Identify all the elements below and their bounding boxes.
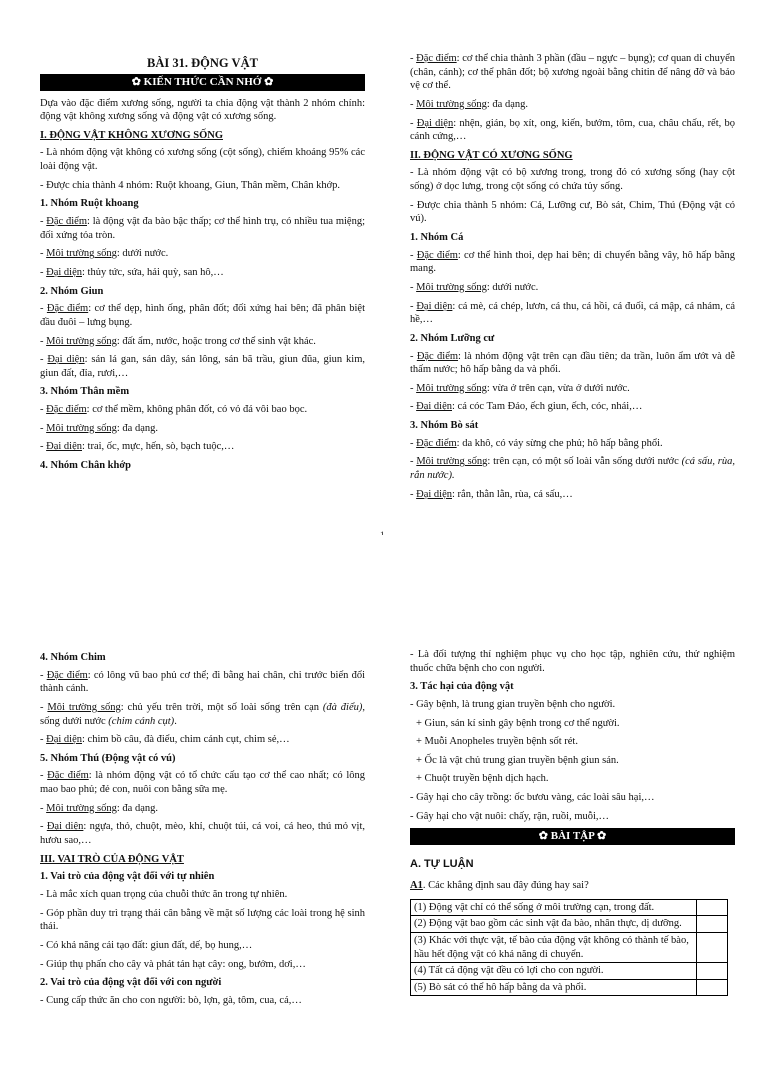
paragraph: - Đại diện: rắn, thằn lằn, rùa, cá sấu,… <box>410 488 573 500</box>
text: : thủy tức, sứa, hải quỳ, san hô,… <box>82 266 224 278</box>
paragraph: - Đại diện: thủy tức, sứa, hải quỳ, san hô,… <box>40 266 224 278</box>
statement-row <box>411 963 728 980</box>
section-bar-kien-thuc: ✿ KIẾN THỨC CẦN NHỚ ✿ <box>40 74 365 90</box>
paragraph: - Môi trường sống: chủ yếu trên trời, một số loài sống trên cạn (đà điểu), sống dưới nước (chim cánh cụt). <box>40 701 366 727</box>
text: : có lông vũ bao phủ cơ thể; đi bằng hai chân, chi trước biến đổi thành cánh. <box>40 669 365 695</box>
paragraph: - Môi trường sống: đa dạng. <box>410 98 528 110</box>
text: : trên cạn, có một số loài vẫn sống dưới nước <box>487 456 682 468</box>
subheading-role-humans: 2. Vai trò của động vật đối với con người <box>40 977 222 989</box>
group-title-giun: 2. Nhóm Giun <box>40 285 104 297</box>
text: : là nhóm động vật trên cạn đầu tiên; da trần, luôn ẩm ướt và dễ thấm nước; hô hấp bằng da và phổi. <box>410 350 735 376</box>
text: : đa dạng. <box>486 98 528 110</box>
text: : dưới nước. <box>116 248 169 260</box>
page-1-left-column <box>40 55 365 477</box>
text: : rắn, thằn lằn, rùa, cá sấu,… <box>452 488 573 500</box>
label: Đặc điểm <box>416 437 457 449</box>
paragraph: - Môi trường sống: đất ẩm, nước, hoặc trong cơ thể sinh vật khác. <box>40 335 316 347</box>
text: : cá cóc Tam Đảo, ếch giun, ếch, cóc, nhái,… <box>452 401 643 413</box>
paragraph: - Là mắc xích quan trọng của chuỗi thức ăn trong tự nhiên. <box>40 888 288 900</box>
label: Môi trường sống <box>416 281 487 293</box>
bullet-item: + Ốc là vật chủ trung gian truyền bệnh giun sán. <box>416 754 619 766</box>
label: Đại diện <box>47 354 85 366</box>
label: Đại diện <box>416 488 452 500</box>
paragraph: - Đặc điểm: cơ thể mềm, không phân đốt, có vỏ đá vôi bao bọc. <box>40 404 308 416</box>
paragraph: - Là nhóm động vật có bộ xương trong, trong đó có xương sống (hay cột sống) ở dọc lưng, trong cột sống có chứa tủy sống. <box>410 167 735 193</box>
group-title-luong-cu: 2. Nhóm Lưỡng cư <box>410 332 495 344</box>
page-2-left-column <box>40 648 365 1012</box>
text: : nhện, gián, bọ xít, ong, kiến, bướm, tôm, cua, châu chấu, rết, bọ cánh cứng,… <box>410 117 735 143</box>
text: . <box>174 715 177 727</box>
text: : là động vật đa bào bậc thấp; cơ thể hình trụ, có nhiều tua miệng; đối xứng tỏa tròn. <box>40 216 365 241</box>
label: Môi trường sống <box>416 98 487 110</box>
statement-row <box>411 979 728 996</box>
text: : chủ yếu trên trời, một số loài sống trên cạn <box>120 701 323 713</box>
label: Môi trường sống <box>46 422 117 434</box>
paragraph: - Được chia thành 5 nhóm: Cá, Lưỡng cư, Bò sát, Chim, Thú (Động vật có vú). <box>410 199 735 225</box>
label: Đặc điểm <box>46 404 87 416</box>
paragraph: - Môi trường sống: dưới nước. <box>410 281 539 293</box>
group-title-ruot-khoang: 1. Nhóm Ruột khoang <box>40 198 139 210</box>
text: : đa dạng. <box>116 802 158 814</box>
label: Môi trường sống <box>47 701 121 713</box>
bullet-item: + Chuột truyền bệnh dịch hạch. <box>416 773 549 785</box>
label: Môi trường sống <box>46 802 117 814</box>
group-title-chan-khop: 4. Nhóm Chân khớp <box>40 460 132 471</box>
paragraph: - Đại diện: nhện, gián, bọ xít, ong, kiến, bướm, tôm, cua, châu chấu, rết, bọ cánh cứng,… <box>410 117 735 143</box>
paragraph: - Đặc điểm: cơ thể dẹp, hình ống, phân đốt; đối xứng hai bên; đã phân biệt đầu đuôi – lưng bụng. <box>40 303 366 328</box>
paragraph: - Đặc điểm: da khô, có vảy sừng che phủ; hô hấp bằng phổi. <box>410 437 663 449</box>
text: : cơ thể dẹp, hình ống, phân đốt; đối xứng hai bên; đã phân biệt đầu đuôi – lưng bụng. <box>40 303 366 328</box>
question-text: . Các khẳng định sau đây đúng hay sai? <box>422 880 589 891</box>
answer-cell[interactable] <box>697 916 728 933</box>
text: : đất ẩm, nước, hoặc trong cơ thể sinh vật khác. <box>116 335 316 347</box>
text-italic: (cá sấu, rùa, rắn nước). <box>410 456 736 482</box>
text: : da khô, có vảy sừng che phủ; hô hấp bằng phổi. <box>456 437 663 449</box>
paragraph: - Đặc điểm: là nhóm động vật trên cạn đầu tiên; da trần, luôn ẩm ướt và dễ thấm nước; hô hấp bằng da và phổi. <box>410 350 735 376</box>
answer-cell[interactable] <box>697 932 728 962</box>
statement-text: (2) Động vật bao gồm các sinh vật đa bào, nhân thực, dị dưỡng. <box>411 916 697 933</box>
answer-cell[interactable] <box>697 899 728 916</box>
label: Đại diện <box>416 401 452 413</box>
label: Đại diện <box>46 441 82 453</box>
paragraph: - Môi trường sống: vừa ở trên cạn, vừa ở dưới nước. <box>410 382 630 394</box>
paragraph: - Gây hại cho cây trồng: ốc bươu vàng, các loài sâu hại,… <box>410 792 655 804</box>
part-a-heading: A. TỰ LUẬN <box>410 857 474 870</box>
paragraph: - Gây bệnh, là trung gian truyền bệnh cho người. <box>410 698 616 710</box>
true-false-table <box>410 899 728 997</box>
label: Môi trường sống <box>46 248 117 260</box>
bullet-item: + Muỗi Anopheles truyền bệnh sốt rét. <box>416 736 578 748</box>
paragraph: - Đại diện: chim bồ câu, đà điểu, chim cánh cụt, chim sẻ,… <box>40 734 290 746</box>
text-italic: (chim cánh cụt) <box>108 715 175 727</box>
paragraph: - Môi trường sống: dưới nước. <box>40 248 169 260</box>
text: : trai, ốc, mực, hến, sò, bạch tuộc,… <box>82 441 235 453</box>
paragraph: - Gây hại cho vật nuôi: chấy, rận, ruồi, muỗi,… <box>410 810 610 822</box>
answer-cell[interactable] <box>697 979 728 996</box>
bullet-item: + Giun, sán kí sinh gây bệnh trong cơ thể người. <box>416 717 620 729</box>
paragraph: - Được chia thành 4 nhóm: Ruột khoang, Giun, Thân mềm, Chân khớp. <box>40 179 341 191</box>
group-title-chim: 4. Nhóm Chim <box>40 652 106 663</box>
text: , sống dưới nước <box>40 701 366 727</box>
section-bar-bai-tap: ✿ BÀI TẬP ✿ <box>410 828 735 844</box>
paragraph: - Đặc điểm: là nhóm động vật có tổ chức cấu tạo cơ thể cao nhất; có lông mao bao phủ; đẻ con, nuôi con bằng sữa mẹ. <box>40 770 365 796</box>
label: Đặc điểm <box>47 770 89 782</box>
label: Môi trường sống <box>416 456 488 468</box>
label: Đặc điểm <box>46 216 87 228</box>
paragraph: - Đặc điểm: cơ thể chia thành 3 phần (đầu – ngực – bụng); cơ quan di chuyển (chân, cánh); cơ thể phân đốt; bộ xương ngoài bằng chitin để nâng đỡ và bảo vệ cơ thể. <box>410 53 735 92</box>
label: Đại diện <box>46 821 84 833</box>
section-heading-vertebrates: II. ĐỘNG VẬT CÓ XƯƠNG SỐNG <box>410 149 573 161</box>
paragraph: - Có khả năng cải tạo đất: giun đất, dế, bọ hung,… <box>40 939 253 951</box>
group-title-thu: 5. Nhóm Thú (Động vật có vú) <box>40 752 176 764</box>
intro-paragraph: Dựa vào đặc điểm xương sống, người ta chia động vật thành 2 nhóm chính: động vật không xương sống và động vật có xương sống. <box>40 97 365 123</box>
statement-row <box>411 899 728 916</box>
label: Đặc điểm <box>416 53 457 64</box>
paragraph: - Đặc điểm: là động vật đa bào bậc thấp; cơ thể hình trụ, có nhiều tua miệng; đối xứng tỏa tròn. <box>40 216 365 241</box>
paragraph: - Môi trường sống: đa dạng. <box>40 802 158 814</box>
question-a1 <box>410 879 735 893</box>
text: : cá mè, cá chép, lươn, cá thu, cá hồi, cá đuối, cá mập, cá nhám, cá hề,… <box>410 300 735 326</box>
subheading-harms: 3. Tác hại của động vật <box>410 681 514 693</box>
text: : cơ thể mềm, không phân đốt, có vỏ đá vôi bao bọc. <box>86 404 308 416</box>
label: Đại diện <box>46 266 82 278</box>
paragraph: - Cung cấp thức ăn cho con người: bò, lợn, gà, tôm, cua, cá,… <box>40 994 302 1006</box>
label: Đại diện <box>416 117 454 129</box>
label: Môi trường sống <box>46 335 117 347</box>
label: Đặc điểm <box>46 303 89 315</box>
label: Đại diện <box>416 300 453 312</box>
paragraph: - Đặc điểm: có lông vũ bao phủ cơ thể; đi bằng hai chân, chi trước biến đổi thành cánh. <box>40 669 365 695</box>
page-gap <box>0 535 768 630</box>
statement-text: (4) Tất cả động vật đều có lợi cho con người. <box>411 963 697 980</box>
paragraph: - Là nhóm động vật không có xương sống (cột sống), chiếm khoảng 95% các loài động vật. <box>40 147 365 173</box>
text-italic: (đà điểu) <box>322 701 363 713</box>
answer-cell[interactable] <box>697 963 728 980</box>
paragraph: - Đại diện: cá cóc Tam Đảo, ếch giun, ếch, cóc, nhái,… <box>410 401 643 413</box>
label: Môi trường sống <box>416 382 487 394</box>
paragraph: - Giúp thụ phấn cho cây và phát tán hạt cây: ong, bướm, dơi,… <box>40 958 306 970</box>
page-1-right-column <box>410 52 735 506</box>
label: Đặc điểm <box>416 350 459 362</box>
paragraph: - Môi trường sống: đa dạng. <box>40 422 158 434</box>
section-heading-roles: III. VAI TRÒ CỦA ĐỘNG VẬT <box>40 853 184 865</box>
label: Đặc điểm <box>46 669 88 681</box>
text: : là nhóm động vật có tổ chức cấu tạo cơ thể cao nhất; có lông mao bao phủ; đẻ con, nuôi con bằng sữa mẹ. <box>40 770 365 796</box>
question-label: A1 <box>410 880 423 891</box>
section-heading-invertebrates: I. ĐỘNG VẬT KHÔNG XƯƠNG SỐNG <box>40 129 223 141</box>
text: : sán lá gan, sán dây, sán lông, sán bã trầu, giun đũa, giun kim, giun đất, đỉa, rươi,… <box>40 354 365 379</box>
group-title-bo-sat: 3. Nhóm Bò sát <box>410 420 479 432</box>
paragraph: - Đại diện: ngựa, thỏ, chuột, mèo, khỉ, chuột túi, cá voi, cá heo, thú mỏ vịt, hươu sao,… <box>40 821 366 847</box>
statement-text: (5) Bò sát có thể hô hấp bằng da và phổi. <box>411 979 697 996</box>
paragraph: - Môi trường sống: trên cạn, có một số loài vẫn sống dưới nước (cá sấu, rùa, rắn nước). <box>410 456 736 482</box>
text: : cơ thể chia thành 3 phần (đầu – ngực – bụng); cơ quan di chuyển (chân, cánh); cơ thể phân đốt; bộ xương ngoài bằng chitin để nâng đỡ và bảo vệ cơ thể. <box>410 53 735 92</box>
subheading-role-nature: 1. Vai trò của động vật đối với tự nhiên <box>40 871 215 883</box>
paragraph: - Góp phần duy trì trạng thái cân bằng về mặt số lượng các loài trong hệ sinh thái. <box>40 907 365 933</box>
label: Đặc điểm <box>416 249 458 261</box>
group-title-ca: 1. Nhóm Cá <box>410 232 464 244</box>
paragraph: - Là đối tượng thí nghiệm phục vụ cho học tập, nghiên cứu, thử nghiệm thuốc chữa bệnh cho con người. <box>410 649 735 674</box>
text: : đa dạng. <box>116 422 158 434</box>
paragraph: - Đại diện: trai, ốc, mực, hến, sò, bạch tuộc,… <box>40 441 235 453</box>
label: Đại diện <box>46 734 82 746</box>
text: : dưới nước. <box>486 281 539 293</box>
page-2-right-column <box>410 648 735 996</box>
statement-row <box>411 916 728 933</box>
text: : chim bồ câu, đà điểu, chim cánh cụt, chim sẻ,… <box>82 734 290 746</box>
text: : vừa ở trên cạn, vừa ở dưới nước. <box>486 382 630 394</box>
paragraph: - Đại diện: sán lá gan, sán dây, sán lông, sán bã trầu, giun đũa, giun kim, giun đất, đỉa, rươi,… <box>40 354 365 379</box>
statement-text: (1) Động vật chỉ có thể sống ở môi trường cạn, trong đất. <box>411 899 697 916</box>
statement-text: (3) Khác với thực vật, tế bào của động vật không có thành tế bào, hầu hết động vật có khả năng di chuyển. <box>411 932 697 962</box>
statement-row <box>411 932 728 962</box>
text: : cơ thể hình thoi, dẹp hai bên; di chuyển bằng vây, hô hấp bằng mang. <box>410 249 735 275</box>
lesson-title: BÀI 31. ĐỘNG VẬT <box>147 56 258 70</box>
paragraph: - Đại diện: cá mè, cá chép, lươn, cá thu, cá hồi, cá đuối, cá mập, cá nhám, cá hề,… <box>410 300 735 326</box>
group-title-than-mem: 3. Nhóm Thân mềm <box>40 386 130 398</box>
text: : ngựa, thỏ, chuột, mèo, khỉ, chuột túi, cá voi, cá heo, thú mỏ vịt, hươu sao,… <box>40 821 366 847</box>
paragraph: - Đặc điểm: cơ thể hình thoi, dẹp hai bên; di chuyển bằng vây, hô hấp bằng mang. <box>410 249 735 275</box>
